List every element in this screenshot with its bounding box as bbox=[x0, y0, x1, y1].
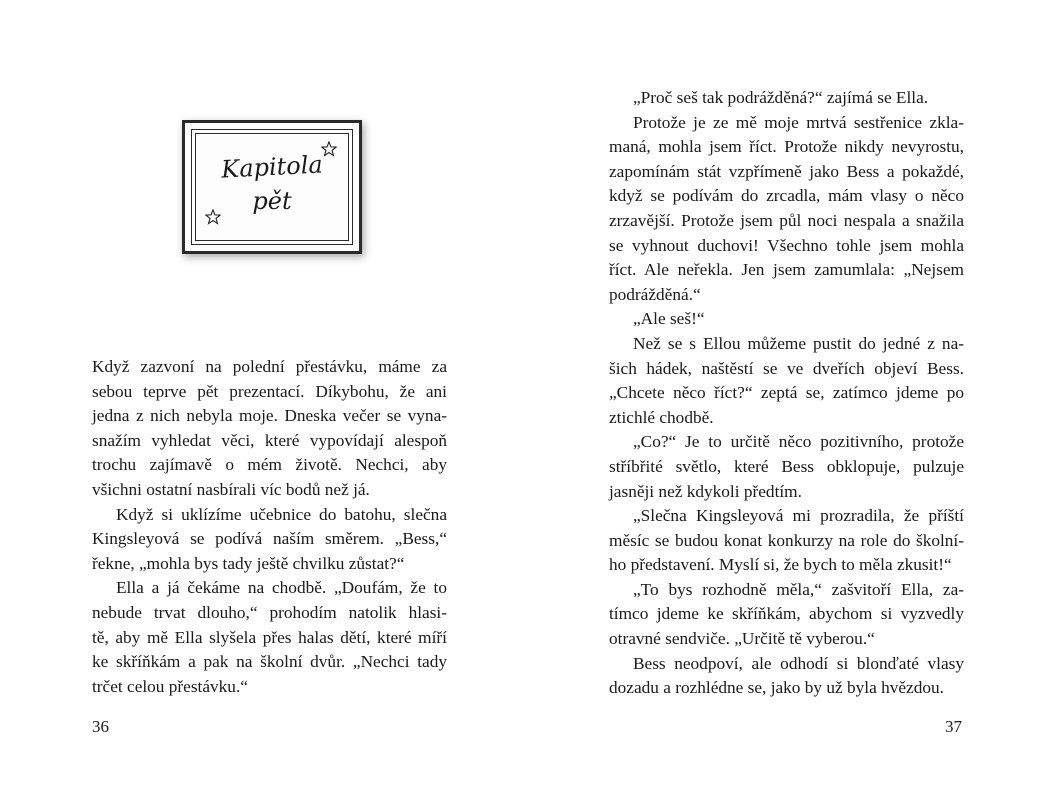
text-line: dozadu a rozhlédne se, jako by už byla hvězdou. bbox=[609, 678, 944, 698]
text-line: Protože je ze mě moje mrtvá sestřenice zkla- bbox=[633, 112, 964, 132]
text-line: ke skříňkám a pak na školní dvůr. „Nechci tady bbox=[92, 652, 447, 672]
text-line: tě, aby mě Ella slyšela přes halas dětí, které míří bbox=[92, 627, 447, 647]
text-line: „Co?“ Je to určitě něco pozitivního, protože bbox=[633, 432, 964, 452]
text-line: „Chcete něco říct?“ zeptá se, zatímco jdeme po bbox=[609, 383, 964, 403]
text-line: Ella a já čekáme na chodbě. „Doufám, že to bbox=[116, 578, 447, 598]
chapter-number: pět bbox=[252, 187, 292, 215]
text-line: když se podívám do zrcadla, mám vlasy o něco bbox=[609, 186, 964, 206]
chapter-title: Kapitola bbox=[220, 150, 324, 184]
page-number: 37 bbox=[945, 717, 962, 736]
text-line: „Slečna Kingsleyová mi prozradila, že příští bbox=[633, 506, 964, 526]
text-line: otravné sendviče. „Určitě tě vyberou.“ bbox=[609, 629, 875, 649]
text-line: podrážděná.“ bbox=[609, 284, 701, 304]
text-line: jedna z nich nebyla moje. Dneska večer se vyna- bbox=[92, 406, 447, 426]
text-line: nebude trvat dlouho,“ prohodím natolik hlasi- bbox=[92, 602, 447, 622]
text-line: Když si uklízíme učebnice do batohu, slečna bbox=[116, 504, 447, 524]
text-line: ho představení. Myslí si, že bych to měla zkusit!“ bbox=[609, 555, 952, 575]
left-page bbox=[0, 0, 527, 800]
text-line: snažím vyhledat věci, které vypovídají alespoň bbox=[92, 430, 447, 450]
text-line: stříbřité světlo, které Bess obklopuje, pulzuje bbox=[609, 456, 964, 476]
text-line: maná, mohla jsem říct. Protože nikdy nevyrostu, bbox=[609, 137, 964, 157]
text-line: sebou teprve pět prezentací. Díkybohu, že ani bbox=[92, 381, 447, 401]
left-body-text bbox=[92, 355, 447, 699]
text-line: řekne, „mohla bys tady ještě chvilku zůstat?“ bbox=[92, 553, 405, 573]
chapter-heading-card bbox=[182, 120, 362, 254]
text-line: „To bys rozhodně měla,“ zašvitoří Ella, za- bbox=[633, 579, 964, 599]
text-line: Než se s Ellou můžeme pustit do jedné z na- bbox=[633, 333, 964, 353]
text-line: říct. Ale neřekla. Jen jsem zamumlala: „Nejsem bbox=[609, 260, 964, 280]
text-line: všichni ostatní nasbírali víc bodů než já. bbox=[92, 479, 370, 499]
text-line: Kingsleyová se podívá naším směrem. „Bess,“ bbox=[92, 529, 447, 549]
text-line: Když zazvoní na polední přestávku, máme za bbox=[92, 357, 447, 376]
text-line: trochu zajímavě o mém životě. Nechci, aby bbox=[92, 455, 447, 475]
text-line: šich hádek, naštěstí se ve dveřích objeví Bess. bbox=[609, 358, 964, 378]
text-line: tímco jdeme ke skříňkám, abychom si vyzvedly bbox=[609, 604, 964, 624]
text-line: „Proč seš tak podrážděná?“ zajímá se Ella. bbox=[633, 88, 929, 107]
text-line: jasněji než kdykoli předtím. bbox=[609, 481, 802, 501]
text-line: měsíc se budou konat konkurzy na role do školní- bbox=[609, 530, 964, 550]
text-line: trčet celou přestávku.“ bbox=[92, 676, 248, 696]
text-line: zrzavější. Protože jsem půl noci nespala a snažila bbox=[609, 210, 964, 230]
text-line: zapomínám stát vzpřímeně jako Bess a pokaždé, bbox=[609, 161, 964, 181]
text-line: Bess neodpoví, ale odhodí si blonďaté vlasy bbox=[633, 653, 964, 673]
text-line: „Ale seš!“ bbox=[633, 309, 705, 329]
text-line: ztichlé chodbě. bbox=[609, 407, 714, 427]
right-body-text bbox=[609, 86, 964, 701]
text-line: se vyhnout duchovi! Všechno tohle jsem mohla bbox=[609, 235, 964, 255]
page-number: 36 bbox=[92, 717, 109, 736]
right-page bbox=[527, 0, 1054, 800]
